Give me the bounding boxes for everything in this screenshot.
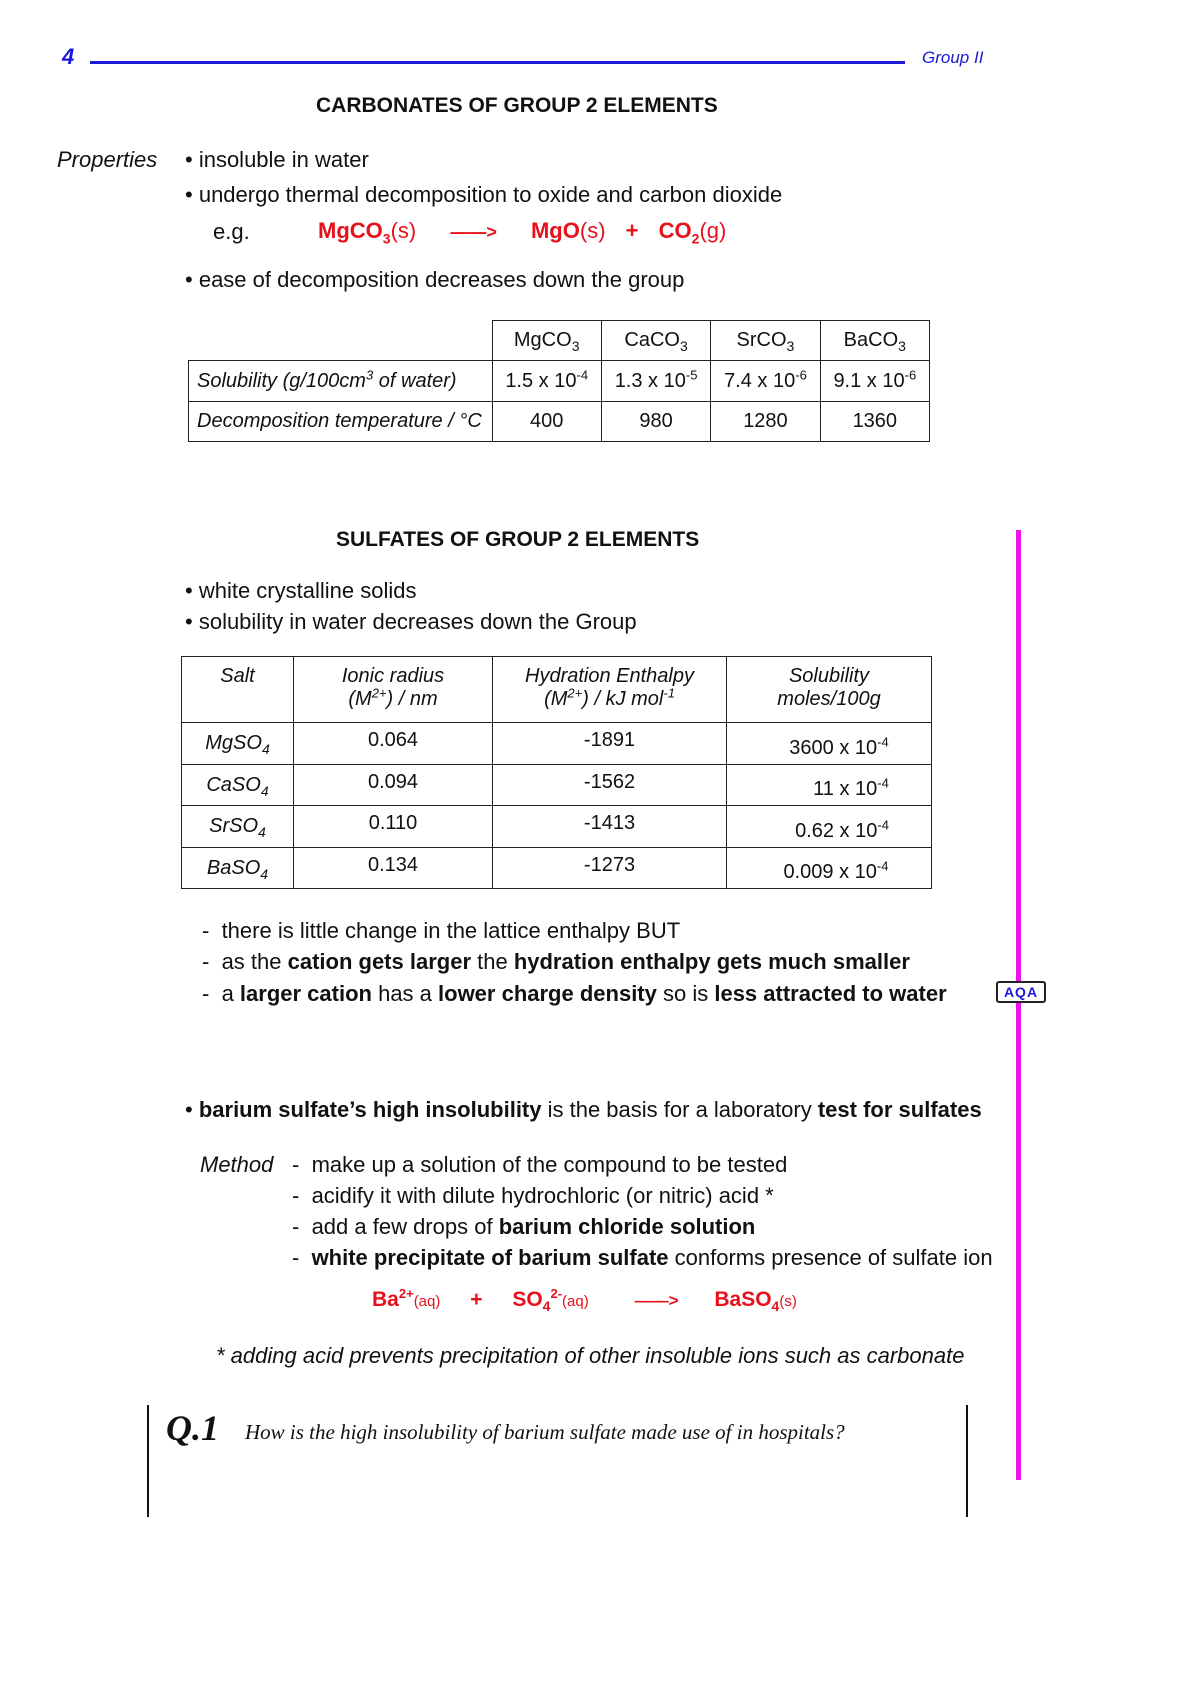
radius-cell: 0.094 [294,765,493,806]
decomposition-equation: MgCO$_3$(s) ——> $MgO(s) + CO_2(g)$ [318,218,727,247]
solubility-cell: 9.1 x $10^{-6}$ [820,361,929,402]
radius-cell: 0.134 [294,848,493,889]
note-2: - as the cation gets larger the hydration enthalpy gets much smaller [202,949,910,974]
carbonate-bullet-3: • ease of decomposition decreases down the group [185,267,685,292]
decomposition-cell: 1360 [820,402,929,442]
empty-cell [189,321,493,361]
properties-label: Properties [57,147,158,172]
solubility-header: Solubility moles/100g [727,657,932,723]
ionic-radius-header: Ionic radius $(M^{2+})$ / nm [294,657,493,723]
radius-cell: 0.110 [294,806,493,848]
enthalpy-cell: -1273 [493,848,727,889]
method-step-2: - acidify it with dilute hydrochloric (or nitric) acid * [292,1183,774,1208]
footnote: * adding acid prevents precipitation of other insoluble ions such as carbonate [216,1343,965,1368]
table-row [182,765,932,806]
method-step-3: - add a few drops of barium chloride solution [292,1214,756,1239]
decomposition-cell: 400 [492,402,601,442]
page-number: 4 [62,44,75,69]
solubility-cell: 0.009 x $10^{-4}$ [727,848,932,889]
salt-cell: MgSO$_4$ [182,723,294,765]
decomposition-cell: 980 [601,402,710,442]
solubility-cell: 11 x $10^{-4}$ [727,765,932,806]
method-label: Method [200,1152,274,1177]
solubility-cell: 0.62 x $10^{-4}$ [727,806,932,848]
solubility-cell: 1.5 x $10^{-4}$ [492,361,601,402]
carbonate-bullet-2: • undergo thermal decomposition to oxide and carbon dioxide [185,182,783,207]
table-row [182,806,932,848]
sulfate-table [181,656,932,889]
example-label: e.g. [213,219,250,244]
decomposition-cell: 1280 [711,402,820,442]
ionic-equation: $Ba^{2+}(aq) + SO_4^{2-}(aq)$ ——> BaSO$_4$(s) [372,1286,797,1315]
margin-bar [1016,530,1021,1480]
salt-header: Salt [182,657,294,723]
decomposition-label: Decomposition temperature / °C [189,402,493,442]
section-title: Group II [922,48,984,67]
solubility-cell: 1.3 x $10^{-5}$ [601,361,710,402]
enthalpy-cell: -1562 [493,765,727,806]
table-row [182,723,932,765]
solubility-label: Solubility ($g/100cm^3$ of water) [189,361,493,402]
carbonates-title: CARBONATES OF GROUP 2 ELEMENTS [316,94,718,117]
salt-cell: BaSO$_4$ [182,848,294,889]
solubility-cell: 7.4 x $10^{-6}$ [711,361,820,402]
hydration-header: Hydration Enthalpy $(M^{2+})$ / kJ mol$^{-1}$ [493,657,727,723]
solubility-cell: 3600 x $10^{-4}$ [727,723,932,765]
note-3: - a larger cation has a lower charge density so is less attracted to water [202,981,947,1006]
carbonate-bullet-1: • insoluble in water [185,147,369,172]
question-box-right [966,1405,968,1517]
enthalpy-cell: -1891 [493,723,727,765]
compound-header: MgCO$_3$ [492,321,601,361]
aqa-badge: AQA [996,981,1046,1003]
method-step-4: - white precipitate of barium sulfate conforms presence of sulfate ion [292,1245,993,1270]
header-rule [90,61,905,64]
question-box-left [147,1405,149,1517]
carbonate-table [188,320,930,442]
sulfates-title: SULFATES OF GROUP 2 ELEMENTS [336,528,700,551]
question-label: Q.1 [166,1408,219,1448]
compound-header: SrCO$_3$ [711,321,820,361]
note-1: - there is little change in the lattice enthalpy BUT [202,918,681,943]
sulfate-bullet-1: • white crystalline solids [185,578,417,603]
question-text: How is the high insolubility of barium sulfate made use of in hospitals? [245,1420,845,1444]
table-row [182,848,932,889]
salt-cell: SrSO$_4$ [182,806,294,848]
compound-header: CaCO$_3$ [601,321,710,361]
test-bullet: • barium sulfate’s high insolubility is the basis for a laboratory test for sulfates [185,1097,982,1122]
radius-cell: 0.064 [294,723,493,765]
salt-cell: CaSO$_4$ [182,765,294,806]
method-step-1: - make up a solution of the compound to be tested [292,1152,788,1177]
sulfate-bullet-2: • solubility in water decreases down the Group [185,609,637,634]
compound-header: BaCO$_3$ [820,321,929,361]
enthalpy-cell: -1413 [493,806,727,848]
